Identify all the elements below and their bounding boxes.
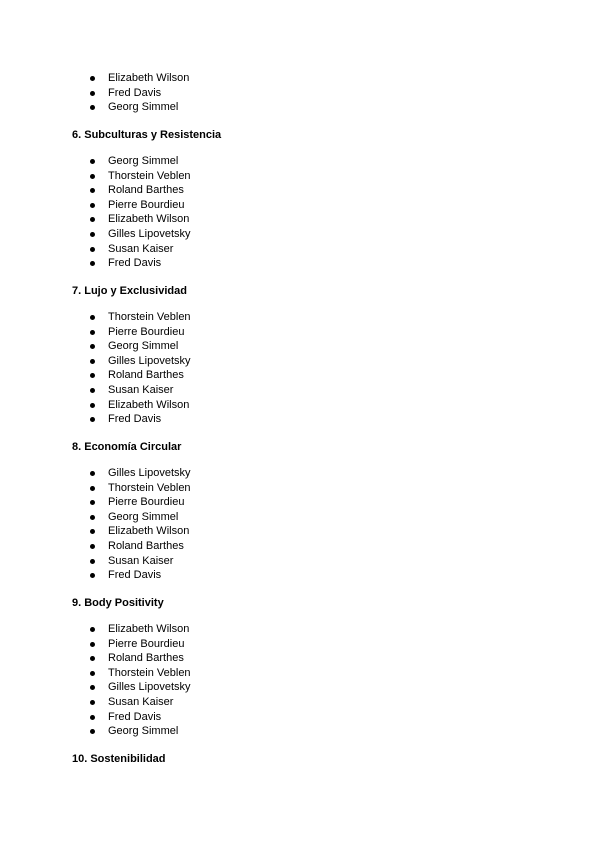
author-list-9 — [0, 622, 191, 739]
list-item — [0, 510, 191, 525]
list-item-text: Georg Simmel — [108, 101, 179, 114]
list-item-text: Thorstein Veblen — [108, 311, 191, 323]
bullet-icon — [90, 529, 95, 534]
list-item — [0, 481, 191, 496]
list-item — [0, 622, 191, 637]
list-item-text: Gilles Lipovetsky — [108, 681, 191, 694]
list-item — [0, 71, 189, 86]
bullet-icon — [90, 656, 95, 661]
list-item-text: Pierre Bourdieu — [108, 637, 185, 650]
list-item — [0, 666, 191, 681]
bullet-icon — [90, 188, 95, 193]
bullet-icon — [90, 685, 95, 690]
bullet-icon — [90, 344, 95, 349]
list-item-text: Fred Davis — [108, 710, 162, 723]
bullet-icon — [90, 105, 95, 110]
list-item-text: Georg Simmel — [108, 510, 179, 523]
list-item — [0, 354, 191, 369]
bullet-icon — [90, 715, 95, 720]
list-item — [0, 310, 191, 325]
list-item-text: Roland Barthes — [108, 369, 184, 382]
bullet-icon — [90, 159, 95, 164]
list-item — [0, 100, 189, 115]
list-item — [0, 539, 191, 554]
list-item — [0, 227, 191, 242]
bullet-icon — [90, 403, 95, 408]
list-item-text: Roland Barthes — [108, 539, 184, 552]
list-item — [0, 325, 191, 340]
list-item-text: Elizabeth Wilson — [108, 398, 190, 411]
list-item — [0, 242, 191, 257]
list-item — [0, 495, 191, 510]
bullet-icon — [90, 261, 95, 266]
list-item — [0, 198, 191, 213]
list-item-text: Susan Kaiser — [108, 242, 174, 255]
list-item — [0, 183, 191, 198]
list-item-text: Thorstein Veblen — [108, 169, 191, 182]
list-item — [0, 695, 191, 710]
bullet-icon — [90, 232, 95, 237]
bullet-icon — [90, 91, 95, 96]
section-heading-10: 10. Sostenibilidad — [72, 753, 166, 765]
list-item — [0, 154, 191, 169]
bullet-icon — [90, 217, 95, 222]
author-list-continued — [0, 71, 189, 115]
list-item-text: Pierre Bourdieu — [108, 496, 185, 509]
bullet-icon — [90, 247, 95, 252]
bullet-icon — [90, 573, 95, 578]
bullet-icon — [90, 671, 95, 676]
section-heading-6: 6. Subculturas y Resistencia — [72, 129, 222, 141]
list-item-text: Georg Simmel — [108, 340, 179, 353]
bullet-icon — [90, 729, 95, 734]
list-item-text: Pierre Bourdieu — [108, 325, 185, 338]
list-item — [0, 637, 191, 652]
list-item-text: Gilles Lipovetsky — [108, 354, 191, 367]
section-heading-8: 8. Economía Circular — [72, 441, 182, 453]
bullet-icon — [90, 373, 95, 378]
bullet-icon — [90, 330, 95, 335]
bullet-icon — [90, 486, 95, 491]
list-item — [0, 256, 191, 271]
bullet-icon — [90, 76, 95, 81]
list-item-text: Gilles Lipovetsky — [108, 467, 191, 479]
list-item — [0, 412, 191, 427]
list-item-text: Roland Barthes — [108, 652, 184, 665]
list-item — [0, 554, 191, 569]
list-item — [0, 368, 191, 383]
section-heading-9: 9. Body Positivity — [72, 597, 164, 609]
bullet-icon — [90, 700, 95, 705]
list-item-text: Elizabeth Wilson — [108, 623, 190, 635]
bullet-icon — [90, 471, 95, 476]
bullet-icon — [90, 315, 95, 320]
list-item-text: Thorstein Veblen — [108, 481, 191, 494]
bullet-icon — [90, 642, 95, 647]
list-item — [0, 86, 189, 101]
bullet-icon — [90, 359, 95, 364]
bullet-icon — [90, 417, 95, 422]
list-item — [0, 710, 191, 725]
list-item — [0, 383, 191, 398]
list-item-text: Susan Kaiser — [108, 554, 174, 567]
list-item — [0, 169, 191, 184]
bullet-icon — [90, 203, 95, 208]
list-item-text: Gilles Lipovetsky — [108, 227, 191, 240]
list-item-text: Susan Kaiser — [108, 695, 174, 708]
list-item — [0, 339, 191, 354]
list-item — [0, 398, 191, 413]
list-item — [0, 680, 191, 695]
list-item — [0, 651, 191, 666]
list-item-text: Pierre Bourdieu — [108, 198, 185, 211]
list-item-text: Fred Davis — [108, 413, 162, 426]
list-item-text: Elizabeth Wilson — [108, 72, 190, 84]
list-item-text: Georg Simmel — [108, 155, 179, 167]
bullet-icon — [90, 500, 95, 505]
list-item — [0, 466, 191, 481]
bullet-icon — [90, 388, 95, 393]
bullet-icon — [90, 544, 95, 549]
bullet-icon — [90, 627, 95, 632]
author-list-7 — [0, 310, 191, 427]
bullet-icon — [90, 174, 95, 179]
list-item — [0, 568, 191, 583]
section-heading-7: 7. Lujo y Exclusividad — [72, 285, 187, 297]
bullet-icon — [90, 515, 95, 520]
list-item-text: Susan Kaiser — [108, 383, 174, 396]
list-item-text: Fred Davis — [108, 86, 162, 99]
list-item — [0, 524, 191, 539]
list-item-text: Roland Barthes — [108, 184, 184, 197]
list-item-text: Fred Davis — [108, 569, 162, 582]
author-list-6 — [0, 154, 191, 271]
list-item — [0, 724, 191, 739]
author-list-8 — [0, 466, 191, 583]
list-item-text: Elizabeth Wilson — [108, 525, 190, 538]
list-item-text: Georg Simmel — [108, 725, 179, 738]
bullet-icon — [90, 559, 95, 564]
list-item-text: Elizabeth Wilson — [108, 213, 190, 226]
list-item-text: Fred Davis — [108, 257, 162, 270]
list-item — [0, 212, 191, 227]
list-item-text: Thorstein Veblen — [108, 666, 191, 679]
